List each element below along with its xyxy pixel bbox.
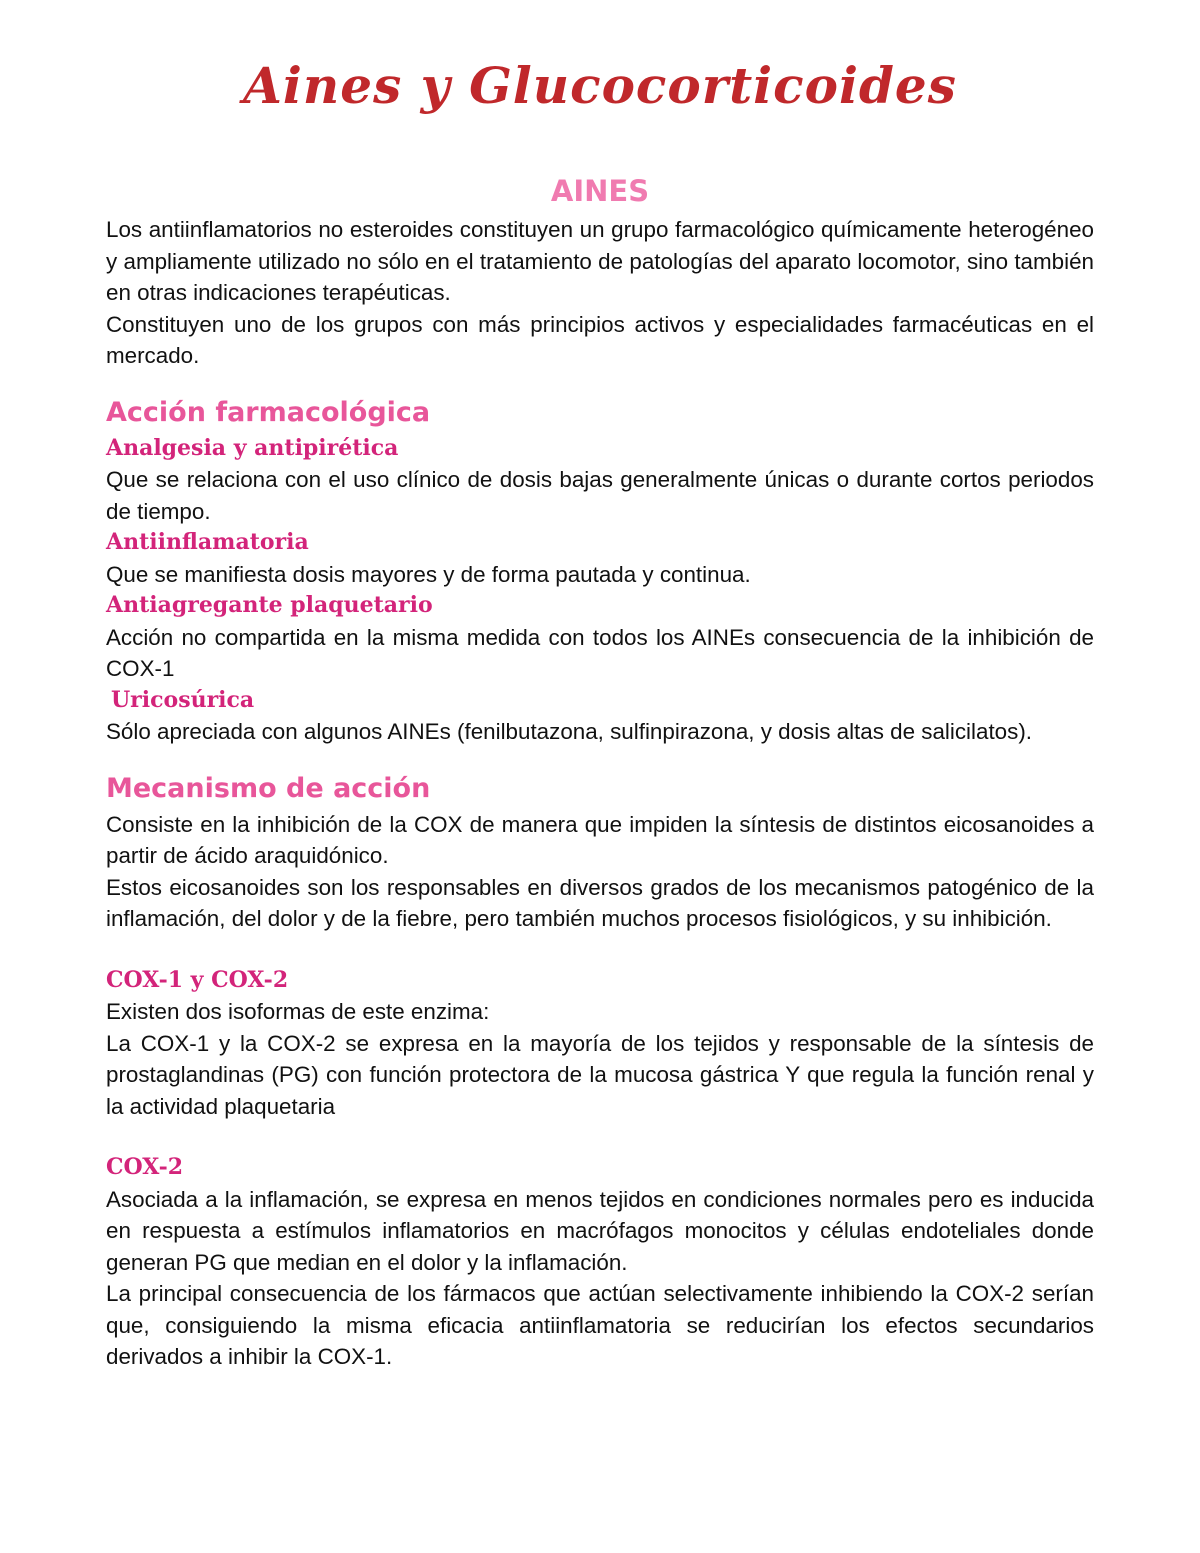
antiinflamatoria-subheading: Antiinflamatoria — [106, 529, 309, 555]
cox2-heading: COX-2 — [106, 1154, 184, 1180]
uricosurica-text: Sólo apreciada con algunos AINEs (fenilbutazona, sulfinpirazona, y dosis altas de salicilatos). — [106, 719, 1033, 744]
cox12-paragraph-1: Existen dos isoformas de este enzima: — [106, 999, 490, 1024]
antiagregante-subheading: Antiagregante plaquetario — [106, 592, 433, 618]
mecanismo-paragraph-1: Consiste en la inhibición de la COX de manera que impiden la síntesis de distintos eicosanoides a partir de ácido araquidónico. — [106, 811, 1094, 868]
antiinflamatoria-text: Que se manifiesta dosis mayores y de forma pautada y continua. — [106, 561, 751, 587]
document-body — [106, 168, 1094, 1373]
cox2-paragraph-2: La principal consecuencia de los fármacos que actúan selectivamente inhibiendo la COX-2 serían que, consiguiendo la misma eficacia antiinflamatoria se reducirían los efectos secundarios derivados a inhibir la COX-1. — [106, 1281, 1094, 1369]
mecanismo-paragraph-2: Estos eicosanoides son los responsables en diversos grados de los mecanismos patogénico de la inflamación, del dolor y de la fiebre, pero también muchos procesos fisiológicos, y su inhibición. — [106, 874, 1094, 931]
antiagregante-text: Acción no compartida en la misma medida con todos los AINEs consecuencia de la inhibición de COX-1 — [106, 624, 1094, 681]
mecanismo-heading: Mecanismo de acción — [106, 772, 431, 804]
cox12-paragraph-2: La COX-1 y la COX-2 se expresa en la mayoría de los tejidos y responsable de la síntesis de prostaglandinas (PG) con función protectora de la mucosa gástrica Y que regula la función renal y la actividad plaquetaria — [106, 1030, 1094, 1119]
aines-paragraph-2: Constituyen uno de los grupos con más principios activos y especialidades farmacéuticas en el mercado. — [106, 311, 1094, 368]
uricosurica-subheading: Uricosúrica — [111, 686, 255, 713]
aines-heading: AINES — [550, 174, 650, 208]
document-title: Aines y Glucocorticoides — [243, 56, 957, 115]
analgesia-text: Que se relaciona con el uso clínico de dosis bajas generalmente únicas o durante cortos periodos de tiempo. — [106, 467, 1094, 524]
analgesia-subheading: Analgesia y antipirética — [106, 434, 399, 461]
cox2-paragraph-1: Asociada a la inflamación, se expresa en menos tejidos en condiciones normales pero es inducida en respuesta a estímulos inflamatorios en macrófagos monocitos y células endoteliales donde generan PG que median en el dolor y la inflamación. — [106, 1186, 1094, 1275]
aines-paragraph-1: Los antiinflamatorios no esteroides constituyen un grupo farmacológico químicamente heterogéneo y ampliamente utilizado no sólo en el tratamiento de patologías del aparato locomotor, sino también en otras indicaciones terapéuticas. — [106, 217, 1094, 305]
accion-heading: Acción farmacológica — [106, 396, 431, 428]
cox12-heading: COX-1 y COX-2 — [106, 966, 289, 993]
